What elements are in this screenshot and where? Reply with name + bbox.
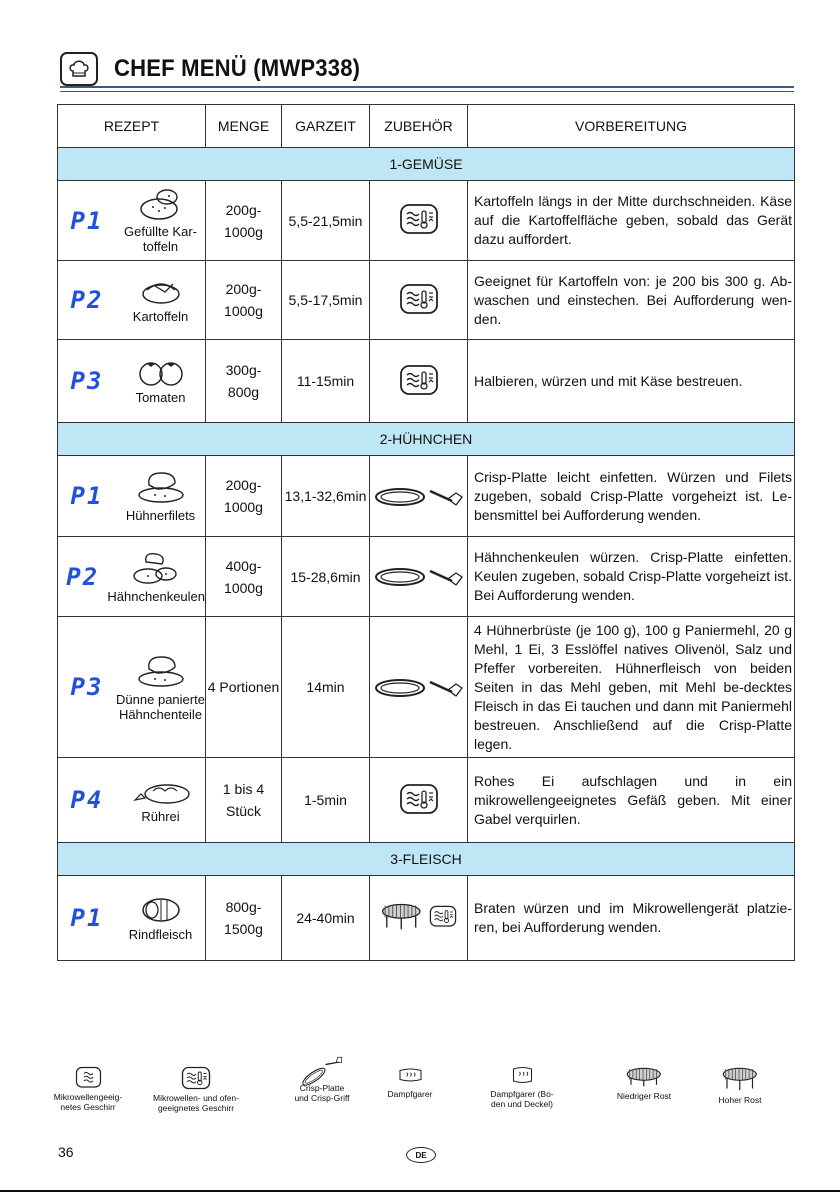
cooking-time-cell — [282, 181, 370, 261]
cooking-time-value: 24-40min — [296, 910, 355, 926]
table-row — [58, 758, 795, 843]
cooking-time-cell — [282, 758, 370, 843]
title-rule — [60, 86, 794, 88]
quantity-cell — [206, 181, 282, 261]
column-header-garzeit: GARZEIT — [282, 105, 370, 148]
recipe-cell — [58, 758, 206, 843]
quantity-value: 200g- 1000g — [224, 477, 263, 515]
quantity-value: 200g- 1000g — [224, 281, 263, 319]
preparation-text: Hähnchenkeulen würzen. Crisp-Platte einfetten. Keulen zugeben, sobald Crisp-Platte vorgeheizt ist. Bei Aufforderung wenden. — [474, 549, 792, 603]
food-icon — [116, 894, 205, 927]
legend-label: Dampfgarer — [387, 1088, 433, 1099]
food-icon — [116, 187, 205, 224]
cooking-time-cell — [282, 617, 370, 758]
preparation-text: Kartoffeln längs in der Mitte durchschneiden. Käse auf die Kartoffelfläche geben, sobald das Gerät dazu auffordert. — [474, 193, 792, 247]
legend-label: Dampfgarer (Bo- den und Deckel) — [490, 1088, 554, 1109]
microwave-oven-dish-icon — [399, 203, 439, 238]
accessory-cell — [370, 456, 468, 537]
microwave-oven-dish-icon — [429, 905, 457, 930]
recipe-name: Tomaten — [135, 390, 186, 405]
high-rack-icon — [380, 902, 423, 934]
table-header-row — [58, 105, 795, 148]
microwave-oven-dish-icon — [399, 364, 439, 399]
section-title: 2-HÜHNCHEN — [58, 423, 795, 456]
preparation-text: Geeignet für Kartoffeln von: je 200 bis 300 g. Ab-waschen und einstechen. Bei Aufforderung wen-den. — [474, 272, 792, 327]
legend-label: Crisp-Platte und Crisp-Griff — [294, 1083, 350, 1104]
recipe-cell — [58, 181, 206, 261]
recipe-table — [57, 104, 795, 961]
accessory-cell — [370, 181, 468, 261]
quantity-value: 4 Portionen — [207, 679, 280, 695]
quantity-cell — [206, 758, 282, 843]
table-row — [58, 456, 795, 537]
preparation-cell — [468, 758, 795, 843]
accessory-cell — [370, 876, 468, 961]
quantity-cell — [206, 261, 282, 340]
preparation-cell — [468, 876, 795, 961]
cooking-time-cell — [282, 537, 370, 617]
recipe-name: Kartoffeln — [132, 309, 189, 324]
section-row — [58, 843, 795, 876]
quantity-value: 200g- 1000g — [224, 201, 263, 240]
program-code: P4 — [70, 786, 104, 814]
quantity-value: 400g- 1000g — [224, 557, 263, 596]
food-icon — [116, 276, 205, 309]
legend-item — [355, 1066, 465, 1099]
preparation-cell — [468, 617, 795, 758]
food-icon — [116, 653, 205, 692]
cooking-time-cell — [282, 340, 370, 423]
preparation-text: 4 Hühnerbrüste (je 100 g), 100 g Paniermehl, 20 g Mehl, 1 Ei, 3 Esslöffel natives Olivenöl, Salz und Pfeffer vorbereiten. Hühnerfleisch von beiden Seiten in das Mehl geben, mit Mehl be-decktes Fleisch in das Ei tauchen und dann mit Paniermehl bestreuen. Anschließend auf die Crisp-Platte legen. — [474, 621, 792, 752]
table-row — [58, 261, 795, 340]
preparation-text: Halbieren, würzen und mit Käse bestreuen. — [474, 372, 743, 389]
column-header-vorbereitung: VORBEREITUNG — [468, 105, 795, 148]
recipe-name: Hähnchenkeulen — [107, 588, 205, 604]
table-row — [58, 340, 795, 423]
accessory-legend — [0, 1066, 840, 1136]
cooking-time-value: 11-15min — [296, 373, 355, 389]
language-badge: DE — [406, 1147, 436, 1163]
recipe-name: Hühnerfilets — [125, 508, 196, 523]
column-header-menge: MENGE — [206, 105, 282, 148]
recipe-name: Rindfleisch — [128, 927, 193, 942]
table-row — [58, 537, 795, 617]
preparation-text: Crisp-Platte leicht einfetten. Würzen und Filets zugeben, sobald Crisp-Platte vorgeheizt ist. Le-bensmittel bei Aufforderung wenden. — [474, 468, 792, 523]
accessory-cell — [370, 617, 468, 758]
section-title: 3-FLEISCH — [58, 843, 795, 876]
food-icon — [107, 550, 205, 589]
legend-label: Mikrowellen- und ofen- geeignetes Geschirr — [153, 1093, 239, 1113]
section-row — [58, 423, 795, 456]
accessory-cell — [370, 758, 468, 843]
quantity-value: 800g- 1500g — [224, 899, 263, 937]
title-row — [60, 52, 382, 86]
cooking-time-value: 14min — [306, 679, 345, 695]
section-row — [58, 148, 795, 181]
high-rack-icon — [685, 1066, 795, 1092]
recipe-name: Gefüllte Kar- toffeln — [124, 224, 197, 254]
recipe-cell — [58, 261, 206, 340]
legend-item — [141, 1066, 251, 1113]
steamer-lid-icon — [467, 1066, 577, 1086]
column-header-zubehoer: ZUBEHÖR — [370, 105, 468, 148]
recipe-cell — [58, 537, 206, 617]
low-rack-icon — [589, 1066, 699, 1088]
cooking-time-value: 1-5min — [304, 792, 347, 808]
quantity-cell — [206, 617, 282, 758]
quantity-cell — [206, 456, 282, 537]
food-icon — [116, 469, 205, 508]
preparation-text: Braten würzen und im Mikrowellengerät platzie-ren, bei Aufforderung wenden. — [474, 900, 792, 935]
food-icon — [116, 357, 205, 390]
chef-hat-icon — [60, 52, 98, 86]
quantity-cell — [206, 537, 282, 617]
preparation-cell — [468, 261, 795, 340]
preparation-text: Rohes Ei aufschlagen und in ein mikrowellengeeignetes Gefäß geben. Mit einer Gabel verquirlen. — [474, 772, 792, 827]
cooking-time-value: 15-28,6min — [290, 568, 361, 585]
crisp-plate-icon — [374, 561, 464, 592]
legend-item — [33, 1066, 143, 1112]
recipe-cell — [58, 456, 206, 537]
microwave-oven-dish-icon — [399, 283, 439, 318]
title-rule-thin — [60, 91, 794, 92]
quantity-value: 1 bis 4 Stück — [222, 781, 265, 819]
cooking-time-value: 13,1-32,6min — [284, 488, 367, 504]
program-code: P3 — [70, 673, 104, 701]
cooking-time-value: 5,5-17,5min — [288, 292, 363, 308]
microwave-oven-dish-icon — [141, 1066, 251, 1090]
legend-label: Hoher Rost — [718, 1094, 762, 1105]
page-number: 36 — [58, 1144, 74, 1160]
legend-label: Mikrowellengeeig- netes Geschirr — [53, 1091, 123, 1112]
legend-item — [467, 1066, 577, 1109]
quantity-cell — [206, 340, 282, 423]
table-row — [58, 181, 795, 261]
preparation-cell — [468, 537, 795, 617]
accessory-cell — [370, 537, 468, 617]
program-code: P1 — [70, 482, 104, 510]
program-code: P2 — [66, 562, 100, 591]
column-header-rezept: REZEPT — [58, 105, 206, 148]
steamer-icon — [355, 1066, 465, 1086]
legend-label: Niedriger Rost — [616, 1090, 672, 1101]
recipe-cell — [58, 876, 206, 961]
accessory-cell — [370, 261, 468, 340]
table-row — [58, 876, 795, 961]
preparation-cell — [468, 340, 795, 423]
legend-item — [589, 1066, 699, 1101]
preparation-cell — [468, 456, 795, 537]
accessory-cell — [370, 340, 468, 423]
section-title: 1-GEMÜSE — [58, 148, 795, 181]
program-code: P1 — [70, 206, 104, 235]
microwave-oven-dish-icon — [399, 783, 439, 818]
recipe-name: Dünne panierte Hähnchenteile — [116, 691, 205, 722]
program-code: P3 — [70, 367, 104, 395]
page-title: CHEF MENÜ (MWP338) — [114, 55, 361, 82]
recipe-cell — [58, 340, 206, 423]
program-code: P1 — [70, 904, 104, 932]
legend-item — [685, 1066, 795, 1105]
preparation-cell — [468, 181, 795, 261]
cooking-time-cell — [282, 261, 370, 340]
food-icon — [116, 776, 205, 809]
recipe-name: Rührei — [141, 809, 180, 824]
quantity-value: 300g- 800g — [225, 362, 262, 400]
crisp-plate-icon — [374, 672, 464, 703]
microwave-dish-icon — [33, 1066, 143, 1089]
crisp-plate-icon — [374, 481, 464, 512]
program-code: P2 — [70, 286, 104, 314]
cooking-time-value: 5,5-21,5min — [288, 212, 363, 229]
quantity-cell — [206, 876, 282, 961]
recipe-cell — [58, 617, 206, 758]
cooking-time-cell — [282, 456, 370, 537]
table-row — [58, 617, 795, 758]
cooking-time-cell — [282, 876, 370, 961]
